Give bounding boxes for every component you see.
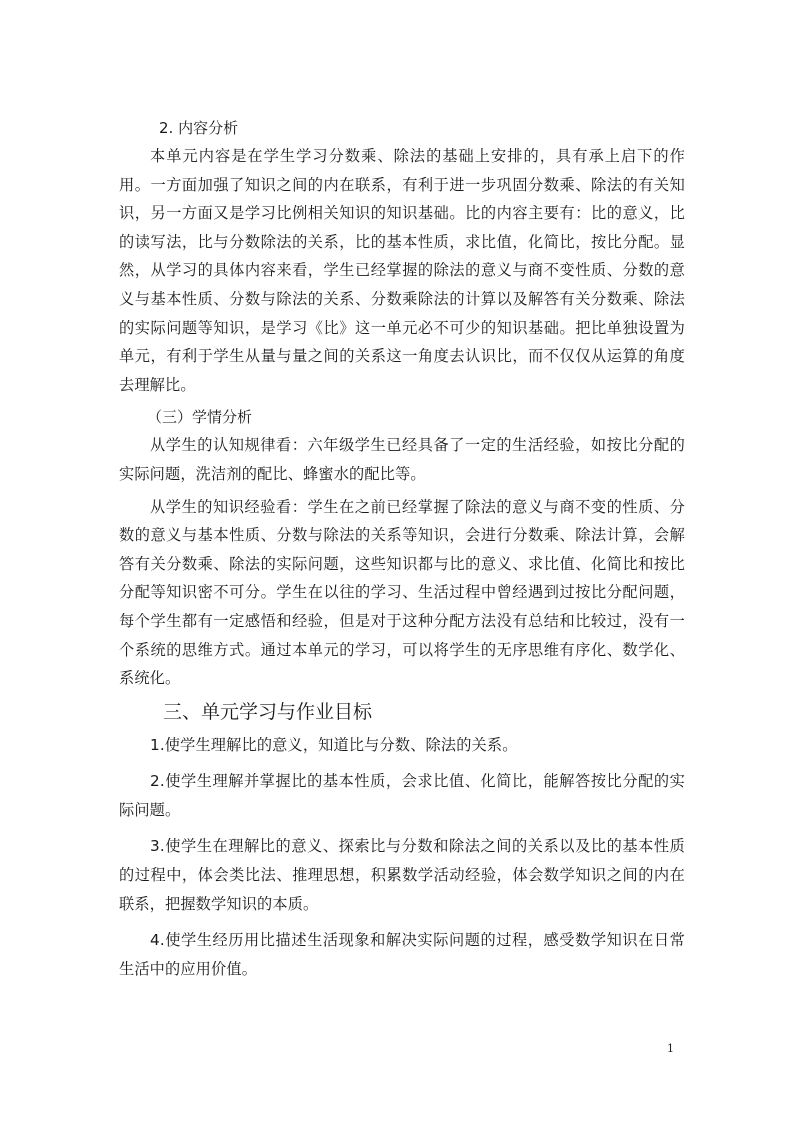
page-number: 1 bbox=[667, 1042, 674, 1055]
unit-goals-heading: 三、单元学习与作业目标 bbox=[163, 700, 373, 723]
goal-item-1: 1.使学生理解比的意义，知道比与分数、除法的关系。 bbox=[150, 735, 518, 754]
goal-item-3: 3.使学生在理解比的意义、探索比与分数和除法之间的关系以及比的基本性质的过程中，体会类比法、推理思想，积累数学活动经验，体会数学知识之间的内在联系，把握数学知识的本质。 bbox=[119, 837, 685, 913]
content-analysis-heading: 2. 内容分析 bbox=[159, 119, 239, 137]
student-analysis-paragraph-1: 从学生的认知规律看：六年级学生已经具备了一定的生活经验，如按比分配的实际问题，洗洁剂的配比、蜂蜜水的配比等。 bbox=[119, 436, 685, 483]
student-analysis-heading: （三）学情分析 bbox=[147, 408, 253, 427]
page-content bbox=[119, 114, 685, 983]
student-analysis-paragraph-2: 从学生的知识经验看：学生在之前已经掌握了除法的意义与商不变的性质、分数的意义与基本性质、分数与除法的关系等知识，会进行分数乘、除法计算，会解答有关分数乘、除法的实际问题，这些知识都与比的意义、求比值、化简比和按比分配等知识密不可分。学生在以往的学习、生活过程中曾经遇到过按比分配问题，每个学生都有一定感悟和经验，但是对于这种分配方法没有总结和比较过，没有一个系统的思维方式。通过本单元的学习，可以将学生的无序思维有序化、数学化、系统化。 bbox=[119, 497, 685, 688]
goal-item-2: 2.使学生理解并掌握比的基本性质，会求比值、化简比，能解答按比分配的实际问题。 bbox=[119, 772, 685, 819]
content-analysis-paragraph: 本单元内容是在学生学习分数乘、除法的基础上安排的，具有承上启下的作用。一方面加强了知识之间的内在联系，有利于进一步巩固分数乘、除法的有关知识，另一方面又是学习比例相关知识的知识基础。比的内容主要有：比的意义，比的读写法，比与分数除法的关系，比的基本性质，求比值，化简比，按比分配。显然，从学习的具体内容来看，学生已经掌握的除法的意义与商不变性质、分数的意义与基本性质、分数与除法的关系、分数乘除法的计算以及解答有关分数乘、除法的实际问题等知识，是学习《比》这一单元必不可少的知识基础。把比单独设置为单元，有利于学生从量与量之间的关系这一角度去认识比，而不仅仅从运算的角度去理解比。 bbox=[119, 147, 685, 394]
goal-item-4: 4.使学生经历用比描述生活现象和解决实际问题的过程，感受数学知识在日常生活中的应用价值。 bbox=[119, 931, 685, 978]
